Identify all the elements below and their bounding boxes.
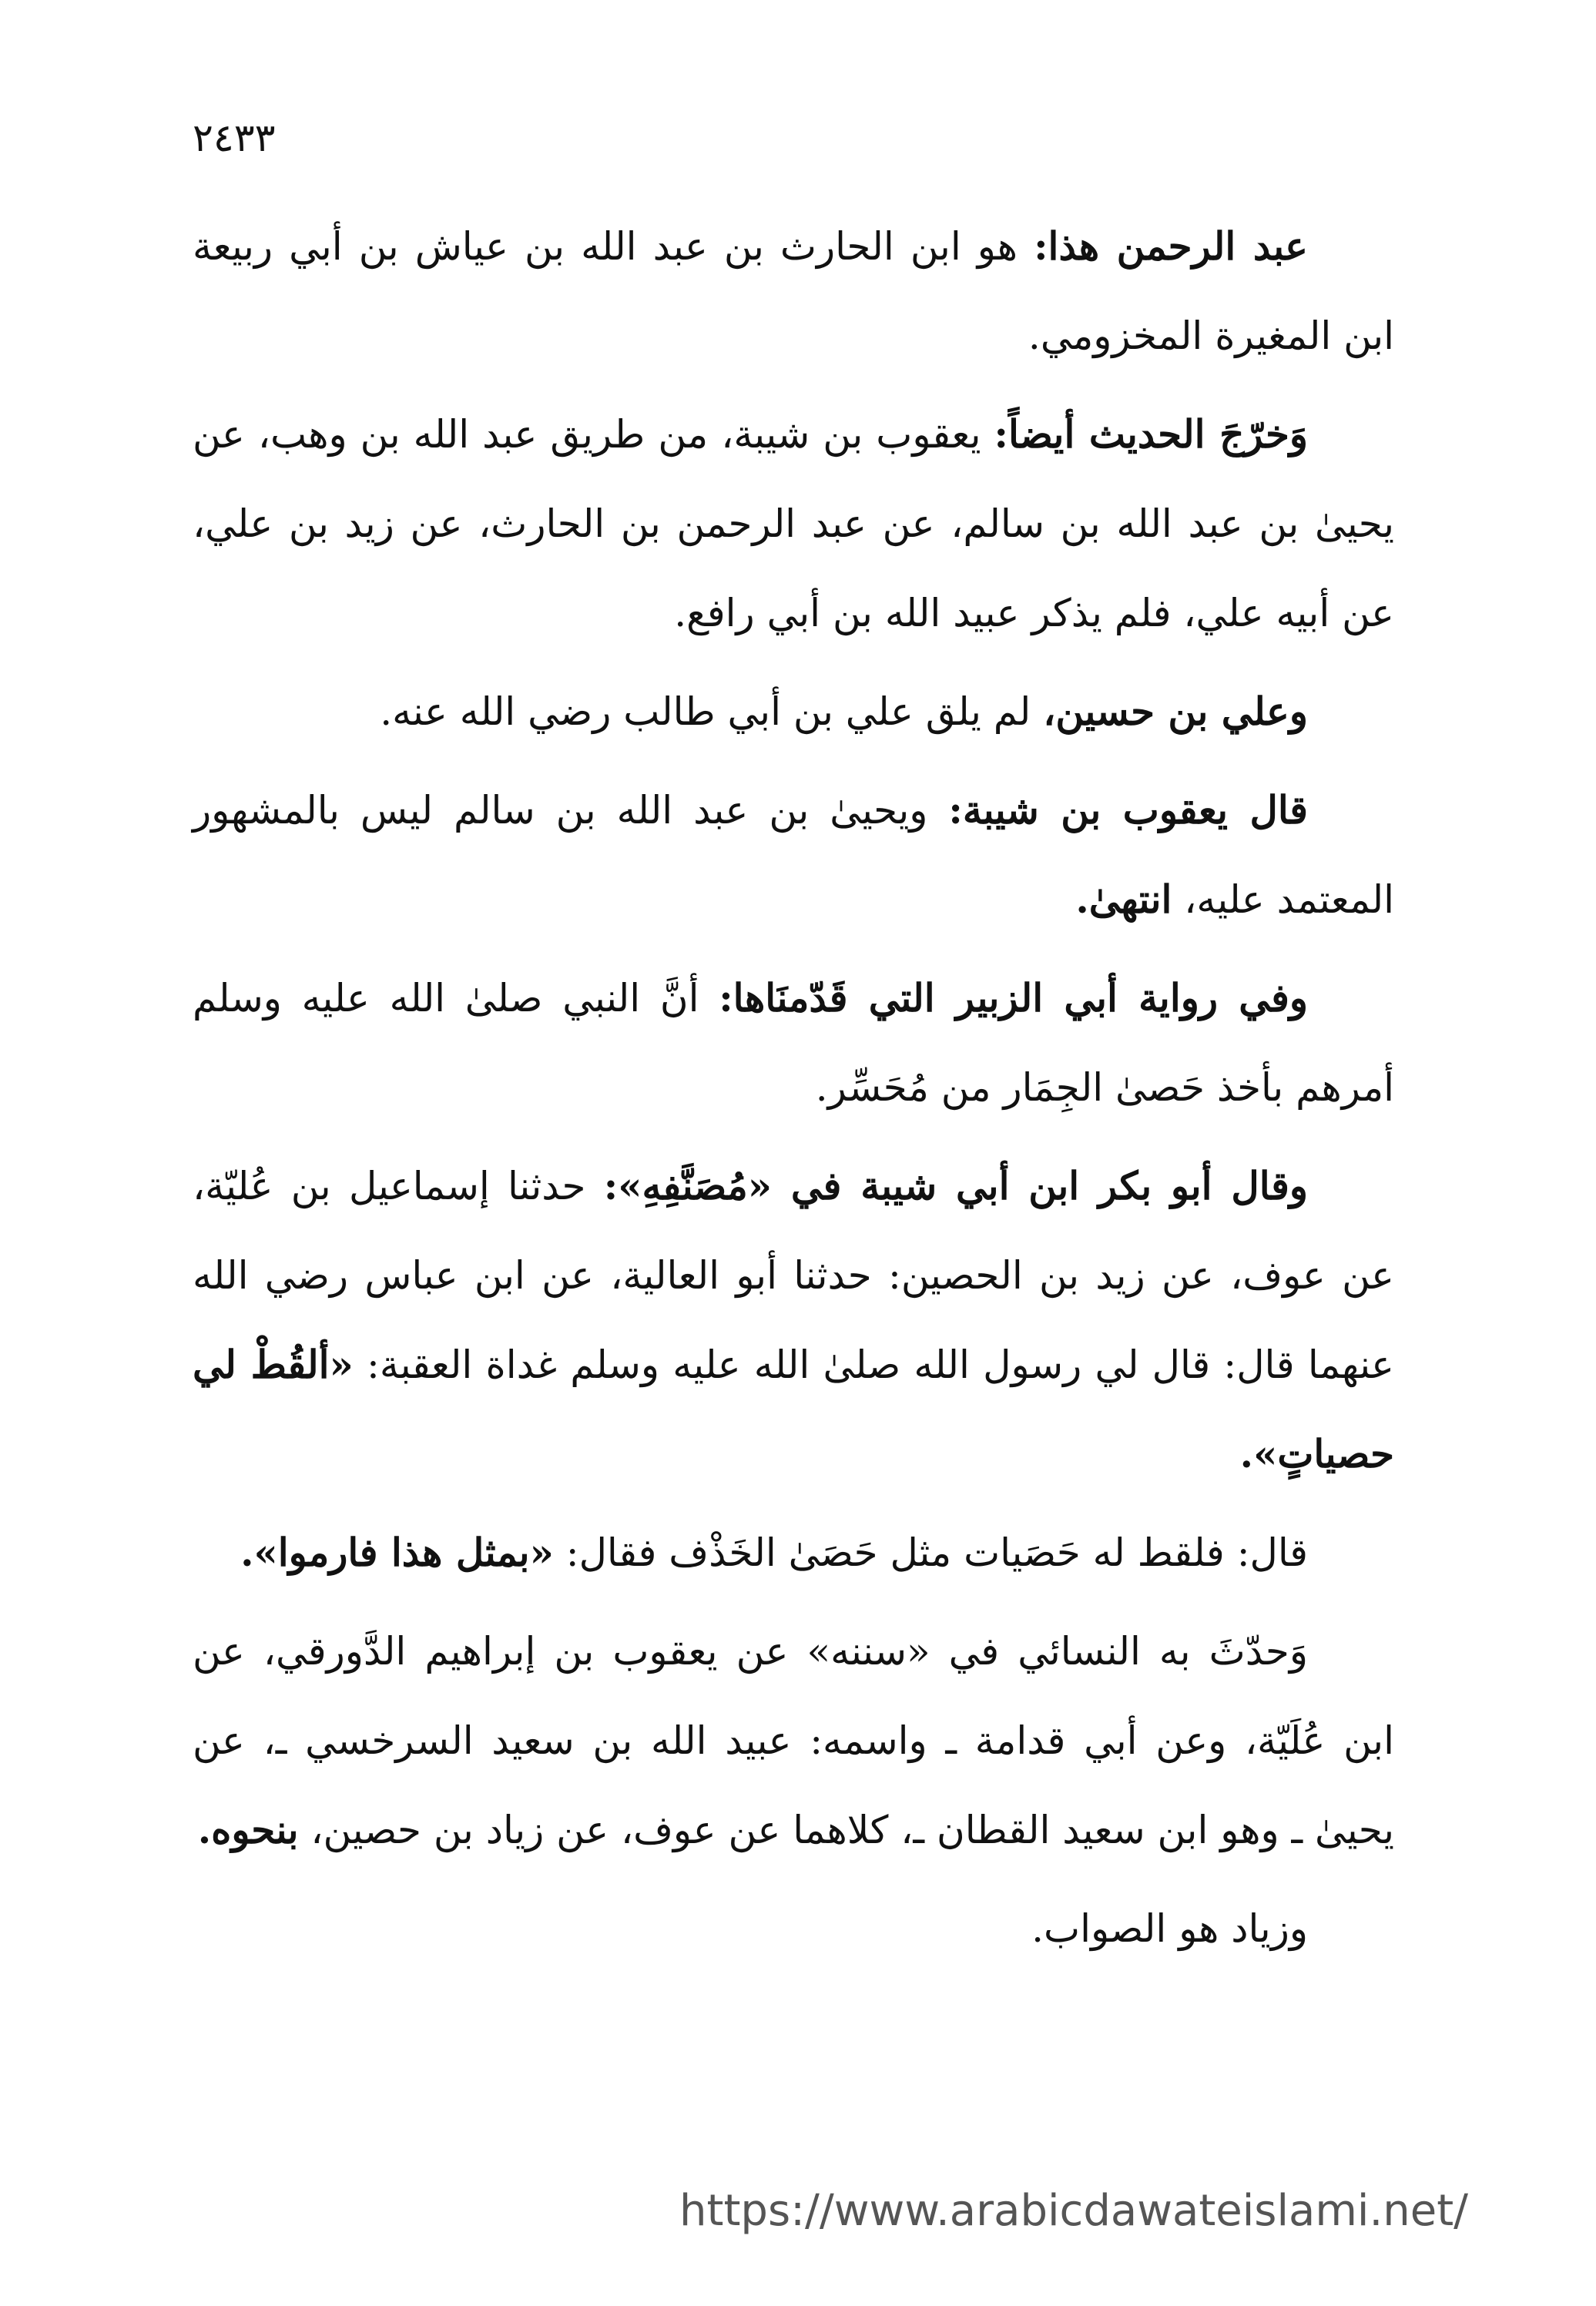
paragraph-lead: عبد الرحمن هذا:: [1034, 223, 1308, 269]
paragraph-lead: وقال أبو بكر ابن أبي شيبة في «مُصَنَّفِهِ»:: [603, 1163, 1309, 1208]
paragraph-1: [193, 202, 1394, 380]
paragraph-9: [193, 1884, 1394, 1973]
paragraph-4: [193, 766, 1394, 944]
paragraph-lead: وزياد هو الصواب.: [1031, 1906, 1308, 1951]
paragraph-body: فلقط له حَصَيات مثل حَصَىٰ الخَذْف فقال:: [553, 1530, 1237, 1575]
paragraph-body: أنَّ النبي صلىٰ الله عليه وسلم أمرهم بأخذ حَصىٰ الجِمَار من مُحَسِّر.: [193, 976, 1394, 1110]
paragraph-body: حدثنا إسماعيل بن عُليّة، عن عوف، عن زيد بن الحصين: حدثنا أبو العالية، عن ابن عباس رضي الله عنهما قال: قال لي رسول الله صلىٰ الله عليه وسلم غداة العقبة:: [193, 1164, 1394, 1387]
paragraph-body: ويحيىٰ بن عبد الله بن سالم ليس بالمشهور المعتمد عليه،: [193, 788, 1394, 922]
paragraph-3: [193, 667, 1394, 756]
paragraph-body: هو ابن الحارث بن عبد الله بن عياش بن أبي ربيعة ابن المغيرة المخزومي.: [193, 224, 1394, 358]
paragraph-tail: «ألقُطْ لي حصياتٍ».: [193, 1342, 1394, 1476]
paragraph-lead: وعلي بن حسين،: [1043, 689, 1308, 734]
paragraph-7: [193, 1508, 1394, 1597]
body-text: [193, 202, 1394, 1983]
paragraph-body: عن يعقوب بن إبراهيم الدَّورقي، عن ابن عُلَيّة، وعن أبي قدامة ـ واسمه: عبيد الله بن سعيد السرخسي ـ، عن يحيىٰ ـ وهو ابن سعيد القطان ـ، كلاهما عن عوف، عن زياد بن حصين،: [193, 1629, 1394, 1852]
paragraph-tail: «بمثل هذا فارموا».: [240, 1530, 554, 1575]
paragraph-8: [193, 1607, 1394, 1875]
paragraph-tail: انتهىٰ.: [1075, 876, 1172, 922]
paragraph-lead: وفي رواية أبي الزبير التي قَدّمنَاها:: [719, 975, 1308, 1021]
paragraph-6: [193, 1141, 1394, 1499]
paragraph-5: [193, 954, 1394, 1132]
paragraph-2: [193, 390, 1394, 658]
watermark-url: https://www.arabicdawateislami.net/: [679, 2186, 1469, 2236]
paragraph-body: لم يلق علي بن أبي طالب رضي الله عنه.: [380, 689, 1044, 734]
paragraph-tail: بنحوه.: [197, 1807, 299, 1852]
page-number: ٢٤٣٣: [193, 116, 276, 160]
paragraph-lead: وَخرّجَ الحديث أيضاً:: [994, 411, 1308, 457]
paragraph-lead: قال يعقوب بن شيبة:: [948, 787, 1308, 833]
paragraph-lead: قال:: [1236, 1530, 1308, 1575]
paragraph-lead: وَحدّثَ به النسائي في «سننه»: [806, 1629, 1308, 1674]
paragraph-body: يعقوب بن شيبة، من طريق عبد الله بن وهب، عن يحيىٰ بن عبد الله بن سالم، عن عبد الرحمن بن الحارث، عن زيد بن علي، عن أبيه علي، فلم يذكر عبيد الله بن أبي رافع.: [193, 412, 1394, 635]
